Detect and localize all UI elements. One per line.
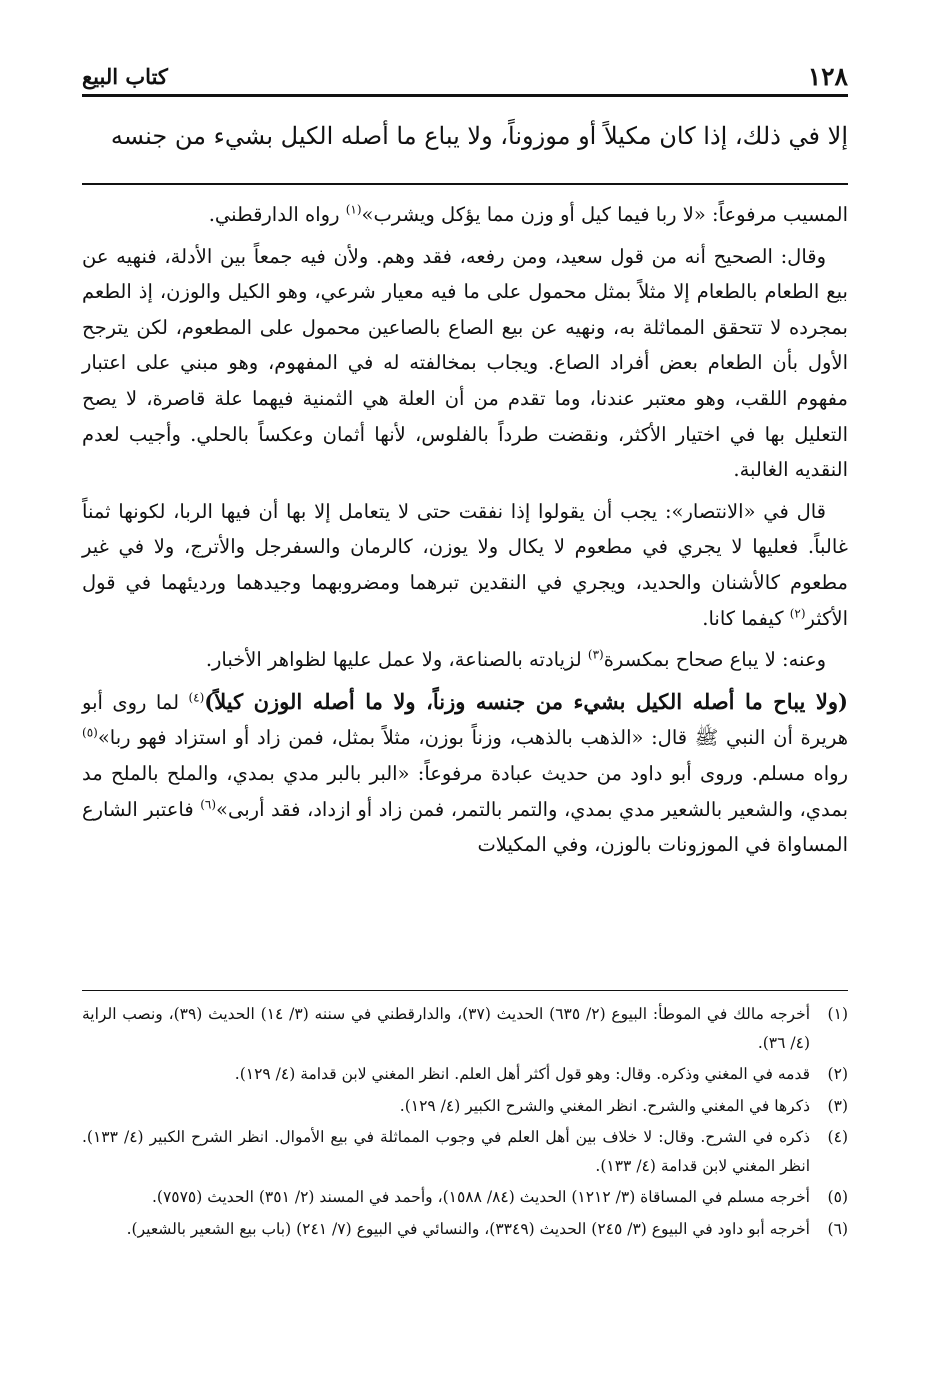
footnote: [82, 1000, 848, 1057]
commentary-text: قال في «الانتصار»: يجب أن يقولوا إذا نفقت حتى لا يتعامل إلا بها أن فيها الربا، لكونها ثمناً غالباً. فعليها لا يجري في مطعوم لا يكال ولا يوزن، كالرمان والسفرجل والأترج، ولا في غير مطعوم كالأشنان والحديد، ويجري في النقدين تبرهما ومضروبهما وجيدهما ورديئهما في قول الأكثر: [82, 499, 848, 630]
commentary-text: فاعتبر الشارع المساواة في الموزونات بالوزن، وفي المكيلات: [82, 797, 848, 857]
footnote-ref: (٥): [82, 725, 98, 740]
footnote: [82, 1123, 848, 1180]
footnotes: [82, 1000, 848, 1246]
footnote-number: (٦): [827, 1219, 848, 1238]
footnote-text: قدمه في المغني وذكره. وقال: وهو قول أكثر أهل العلم. انظر المغني لابن قدامة (٤/ ١٢٩).: [234, 1065, 810, 1083]
matn-text: إلا في ذلك، إذا كان مكيلاً أو موزوناً، ولا يباع ما أصله الكيل بشيء من جنسه: [110, 122, 848, 150]
commentary-paragraph-2: وقال: الصحيح أنه من قول سعيد، ومن رفعه، فقد وهم. ولأن فيه جمعاً بين الأدلة، فنهيه عن بيع الطعام بالطعام إلا مثلاً بمثل محمول على ما فيه معيار شرعي، وهو الكيل والوزن، إذ الطعم بمجرده لا تتحقق المماثلة به، ونهيه عن بيع الصاع بالصاعين محمول على المطعوم، لكن يترجح الأول بأن الطعام بعض أفراد الصاع. ويجاب بمخالفته له في المفهوم، وهو مبني على اعتبار مفهوم اللقب، وهو معتبر عندنا، وما تقدم من أن العلة هي الثمنية فيهما علة قاصرة، لا يصح التعليل بها في اختيار الأكثر، ونقضت طرداً بالفلوس، لأنها أثمان وعكساً بالحلي. وأجيب لعدم النقديه الغالبة.: [82, 244, 848, 482]
footnote-number: (٤): [827, 1128, 848, 1146]
commentary-paragraph-3: [82, 494, 848, 636]
footnote-text: أخرجه مسلم في المساقاة (٣/ ١٢١٢) الحديث (٨٤/ ١٥٨٨)، وأحمد في المسند (٢/ ٣٥١) الحديث (٧٥٧٥).: [151, 1188, 810, 1206]
footnote-number: (٣): [827, 1096, 848, 1115]
footnote-ref: (٣): [587, 647, 604, 662]
footnote-number: (١): [827, 1005, 848, 1023]
footnote-text: ذكره في الشرح. وقال: لا خلاف بين أهل العلم في وجوب المماثلة في بيع الأموال. انظر الشرح الكبير (٤/ ١٣٣). انظر المغني لابن قدامة (٤/ ١٣٣).: [82, 1128, 811, 1175]
commentary-text: لزيادته بالصناعة، ولا عمل عليها لظواهر الأخبار.: [205, 648, 588, 672]
book-title: كتاب البيع: [82, 64, 168, 89]
footnote-text: أخرجه أبو داود في البيوع (٣/ ٢٤٥) الحديث (٣٣٤٩)، والنسائي في البيوع (٧/ ٢٤١) (باب بيع الشعير بالشعير).: [126, 1219, 810, 1238]
commentary-paragraph-5: [82, 684, 848, 863]
footnote: [82, 1183, 848, 1212]
commentary-paragraph-4: [82, 642, 848, 678]
commentary-text: رواه مسلم. وروى أبو داود من حديث عبادة مرفوعاً: «البر بالبر مدي بمدي، والملح بالملح مد بمدي، والشعير بالشعير مدي بمدي، والتمر بالتمر، فمن زاد أو ازداد، فقد أربى»: [82, 761, 848, 821]
commentary-paragraph-1: [82, 197, 848, 233]
footnote-number: (٢): [827, 1065, 848, 1083]
commentary-text: كيفما كانا.: [702, 606, 790, 630]
footnote-ref: (٦): [200, 797, 217, 811]
footnote-ref: (٢): [789, 606, 806, 621]
commentary-text: وعنه: لا يباع صحاح بمكسرة: [603, 648, 826, 672]
footnote-ref: (٤): [188, 690, 205, 705]
matn-inline-text: (ولا يباح ما أصله الكيل بشيء من جنسه وزناً، ولا ما أصله الوزن كيلاً): [204, 688, 848, 714]
commentary-text: المسيب مرفوعاً: «لا ربا فيما كيل أو وزن مما يؤكل ويشرب»: [361, 203, 848, 226]
commentary: [82, 197, 848, 869]
footnote: [82, 1215, 848, 1244]
footnotes-divider: [82, 990, 848, 991]
footnote: [82, 1060, 848, 1089]
page-header: [82, 58, 848, 97]
footnote-text: ذكرها في المغني والشرح. انظر المغني والشرح الكبير (٤/ ١٢٩).: [399, 1096, 810, 1115]
commentary-text: رواه الدارقطني.: [208, 203, 346, 226]
page-number: ١٢٨: [807, 62, 848, 91]
footnote: [82, 1092, 848, 1121]
commentary-text: لما روى أبو هريرة أن النبي ﷺ قال: «الذهب بالذهب، وزناً بوزن، مثلاً بمثل، فمن زاد أو استزاد فهو ربا»: [82, 690, 848, 750]
footnote-ref: (١): [345, 202, 362, 217]
footnote-number: (٥): [827, 1188, 848, 1206]
matn-divider: [82, 183, 848, 185]
footnote-text: أخرجه مالك في الموطأ: البيوع (٢/ ٦٣٥) الحديث (٣٧)، والدارقطني في سننه (٣/ ١٤) الحديث (٣٩)، ونصب الراية (٤/ ٣٦).: [82, 1005, 810, 1052]
